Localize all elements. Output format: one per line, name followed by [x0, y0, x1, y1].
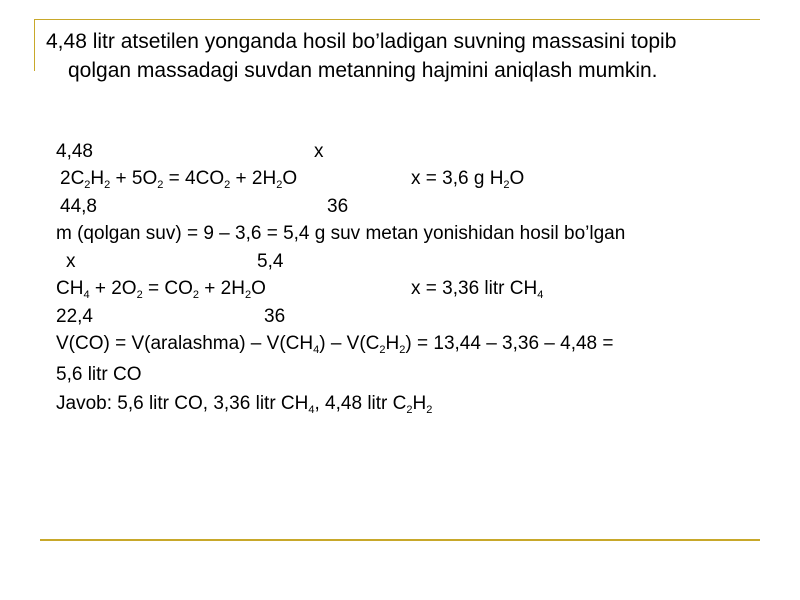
remaining-water-calculation: m (qolgan suv) = 9 – 3,6 = 5,4 g suv metan yonishidan hosil bo’lgan — [56, 223, 626, 244]
water-mass-value: 36 — [264, 306, 286, 327]
problem-statement — [46, 27, 766, 85]
water-mass-result: x = 3,6 g $H_2O$ — [411, 168, 525, 191]
methane-combustion-equation: $CH_4 + 2O_2 = CO_2 + 2H_2O$ — [56, 278, 266, 301]
remaining-water-label: 5,4 — [257, 251, 284, 272]
bottom-divider — [40, 539, 760, 541]
acetylene-combustion-equation: $2C_2H_2 + 5O_2 = 4CO_2 + 2H_2O$ — [60, 168, 298, 191]
problem-line-2: qolgan massadagi suvdan metanning hajmini aniqlash mumkin. — [68, 59, 658, 82]
top-divider — [34, 19, 760, 20]
methane-unknown-label: x — [66, 251, 76, 272]
left-divider — [34, 19, 35, 71]
methane-volume-result: x = 3,36 litr $CH_4$ — [411, 278, 544, 301]
final-answer: Javob: 5,6 litr CO, 3,36 litr $CH_4$, 4,48 litr $C_2H_2$ — [56, 393, 433, 416]
acetylene-volume-label: 4,48 — [56, 141, 93, 162]
methane-molar-volume: 22,4 — [56, 306, 93, 327]
water-molar-mass: 36 — [327, 196, 349, 217]
acetylene-molar-volume: 44,8 — [60, 196, 97, 217]
co-volume-result: 5,6 litr CO — [56, 364, 142, 385]
problem-line-1: 4,48 litr atsetilen yonganda hosil bo’ladigan suvning massasini topib — [46, 30, 677, 53]
water-unknown-label: x — [314, 141, 324, 162]
co-volume-calculation: V(CO) = V(aralashma) – $V(CH_4) - V(C_2H_2) = 13,44 - 3,36 - 4,48$ = — [56, 333, 614, 356]
